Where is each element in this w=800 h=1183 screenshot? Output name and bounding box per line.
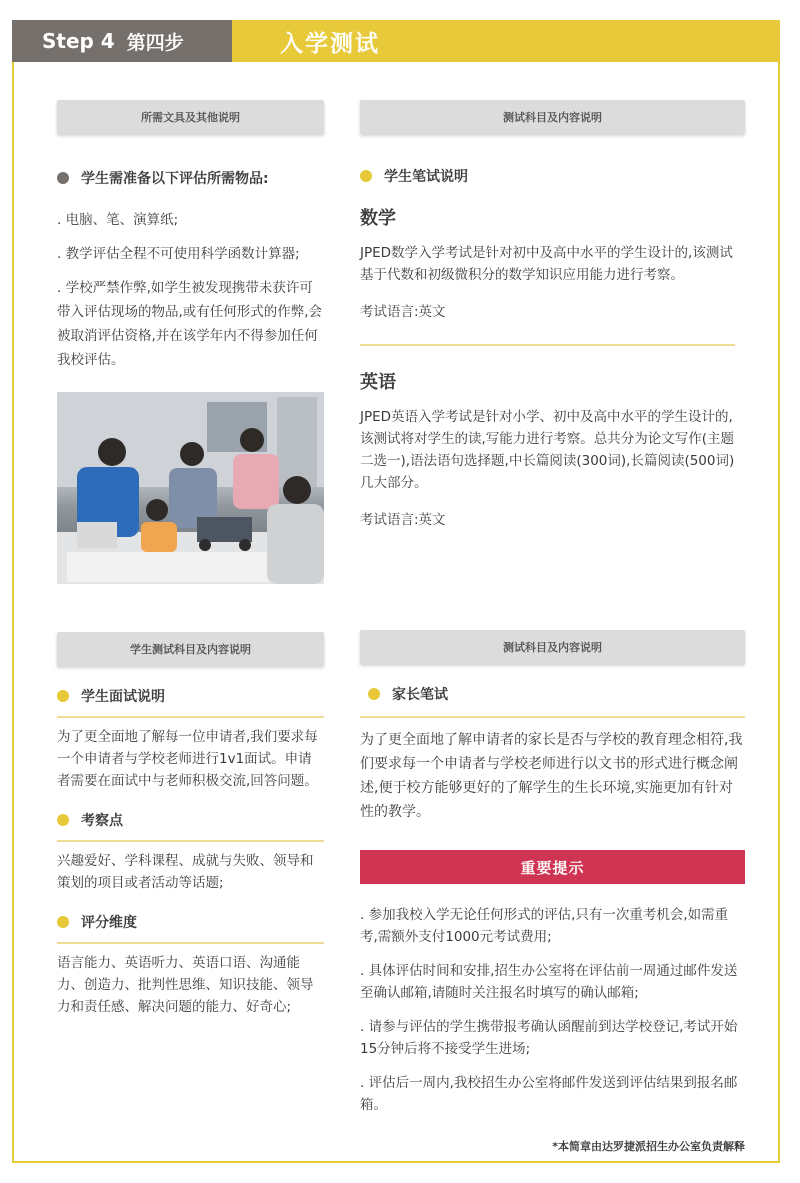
parent-text: 为了更全面地了解申请者的家长是否与学校的教育理念相符,我们要求每一个申请者与学校老师进行以文书的形式进行概念阐述,便于校方能够更好的了解学生的生长环境,实施更加有针对性的教学。 — [360, 732, 743, 820]
tip-item: . 具体评估时间和安排,招生办公室将在评估前一周通过邮件发送至确认邮箱,请随时关注报名时填写的确认邮箱; — [360, 963, 738, 1001]
section-divider — [360, 716, 745, 718]
bullet-dot-icon — [57, 814, 69, 826]
section-title-box — [232, 20, 780, 62]
bullet-dot-icon — [57, 916, 69, 928]
dims-text: 语言能力、英语听力、英语口语、沟通能力、创造力、批判性思维、知识技能、领导力和责任感、解决问题的能力、好奇心; — [57, 955, 314, 1015]
section-title: 入学测试 — [280, 30, 380, 57]
section-divider — [57, 716, 324, 718]
important-label: 重要提示 — [520, 858, 585, 877]
materials-item: . 电脑、笔、演算纸; — [57, 212, 179, 228]
points-title: 考察点 — [81, 813, 123, 829]
dims-bullet — [57, 912, 324, 932]
section-divider — [57, 942, 324, 944]
bullet-dot-icon — [368, 688, 380, 700]
parent-title: 家长笔试 — [392, 687, 448, 703]
english-description: JPED英语入学考试是针对小学、初中及高中水平的学生设计的,该测试将对学生的读,写能力进行考察。总共分为论文写作(主题二选一),语法语句选择题,中长篇阅读(300词),长篇阅读(500词)几大部分。 — [360, 409, 735, 491]
english-heading: 英语 — [360, 372, 396, 393]
written-test-bullet — [360, 166, 745, 186]
interview-text: 为了更全面地了解每一位申请者,我们要求每一个申请者与学校老师进行1v1面试。申请者需要在面试中与老师积极交流,回答问题。 — [57, 729, 318, 789]
points-bullet — [57, 810, 324, 830]
step-number: Step 4 — [42, 29, 115, 53]
english-language: 考试语言:英文 — [360, 512, 446, 528]
parent-bar — [360, 630, 745, 664]
photo-illustration — [57, 392, 324, 584]
interview-bullet — [57, 686, 324, 706]
left-top-section — [57, 100, 324, 372]
subjects-bar — [360, 100, 745, 134]
materials-item: . 教学评估全程不可使用科学函数计算器; — [57, 246, 300, 262]
materials-bar — [57, 100, 324, 134]
tip-item: . 参加我校入学无论任何形式的评估,只有一次重考机会,如需重考,需额外支付1000元考试费用; — [360, 907, 729, 945]
points-text: 兴趣爱好、学科课程、成就与失败、领导和策划的项目或者活动等话题; — [57, 853, 314, 891]
section-divider — [360, 344, 735, 346]
written-test-title: 学生笔试说明 — [384, 169, 468, 185]
right-bottom-section — [360, 630, 745, 1154]
math-heading: 数学 — [360, 208, 396, 229]
tip-item: . 评估后一周内,我校招生办公室将邮件发送到评估结果到报名邮箱。 — [360, 1075, 738, 1113]
bullet-dot-icon — [57, 172, 69, 184]
parent-bullet — [360, 684, 745, 704]
math-description: JPED数学入学考试是针对初中及高中水平的学生设计的,该测试基于代数和初级微积分的数学知识应用能力进行考察。 — [360, 245, 733, 283]
tip-item: . 请参与评估的学生携带报考确认函醒前到达学校登记,考试开始15分钟后将不接受学生进场; — [360, 1019, 738, 1057]
bullet-dot-icon — [57, 690, 69, 702]
parent-bar-label: 测试科目及内容说明 — [503, 641, 602, 654]
materials-item: . 学校严禁作弊,如学生被发现携带未获许可带入评估现场的物品,或有任何形式的作弊,会被取消评估资格,并在该学年内不得参加任何我校评估。 — [57, 280, 323, 368]
interview-bar-label: 学生测试科目及内容说明 — [130, 643, 251, 656]
interview-bar — [57, 632, 324, 666]
right-top-section — [360, 100, 745, 528]
step-label-box — [12, 20, 232, 62]
materials-bar-label: 所需文具及其他说明 — [141, 111, 240, 124]
math-language: 考试语言:英文 — [360, 304, 446, 320]
left-bottom-section — [57, 632, 324, 1018]
important-banner — [360, 850, 745, 884]
subjects-bar-label: 测试科目及内容说明 — [503, 111, 602, 124]
footnote: *本简章由达罗捷派招生办公室负责解释 — [552, 1140, 745, 1153]
materials-bullet-title: 学生需准备以下评估所需物品: — [81, 171, 269, 187]
students-robotics-photo — [57, 392, 324, 584]
bullet-dot-icon — [360, 170, 372, 182]
interview-title: 学生面试说明 — [81, 689, 165, 705]
materials-bullet — [57, 168, 324, 188]
section-divider — [57, 840, 324, 842]
dims-title: 评分维度 — [81, 915, 137, 931]
step-header — [12, 20, 780, 62]
step-number-zh: 第四步 — [126, 31, 184, 54]
